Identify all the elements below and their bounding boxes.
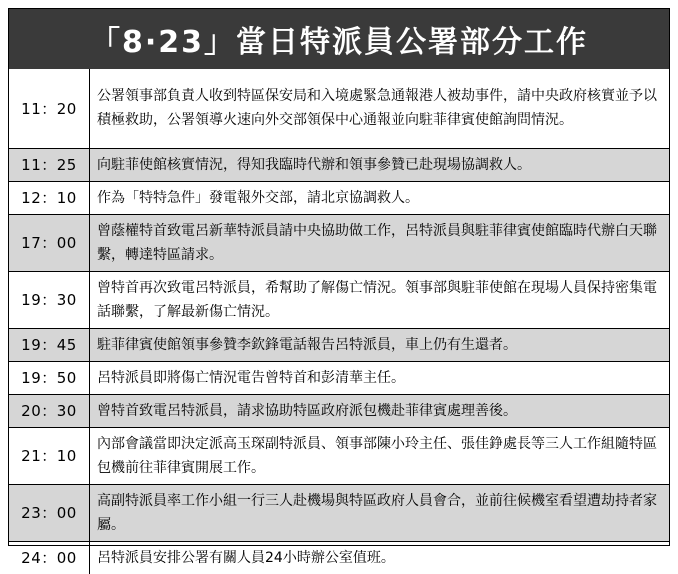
description-cell: 公署領事部負責人收到特區保安局和入境處緊急通報港人被劫事件，請中央政府核實並予以積極救助，公署領導火速向外交部領保中心通報並向駐菲律賓使館詢問情況。 xyxy=(97,88,657,129)
description-cell: 向駐菲使館核實情況，得知我臨時代辦和領事參贊已赴現場協調救人。 xyxy=(90,148,670,181)
time-cell: 11：25 xyxy=(9,148,90,181)
time-cell: 24：00 xyxy=(9,541,90,574)
time-cell: 21：10 xyxy=(9,427,90,484)
time-cell: 19：45 xyxy=(9,328,90,361)
table-row xyxy=(9,148,669,181)
description-cell: 曾蔭權特首致電呂新華特派員請中央協助做工作，呂特派員與駐菲律賓使館臨時代辦白天聯繫，轉達特區請求。 xyxy=(90,214,670,271)
table-row xyxy=(9,541,669,574)
time-cell: 20：30 xyxy=(9,394,90,427)
time-cell: 12：10 xyxy=(9,181,90,214)
timeline-table-frame xyxy=(8,8,670,567)
timeline-table xyxy=(9,69,669,574)
description-cell: 呂特派員安排公署有關人員24小時辦公室值班。 xyxy=(90,541,670,574)
time-cell: 19：50 xyxy=(9,361,90,394)
table-row xyxy=(9,214,669,271)
table-row xyxy=(9,328,669,361)
table-row xyxy=(9,361,669,394)
table-row xyxy=(9,69,669,148)
description-cell: 內部會議當即決定派高玉琛副特派員、領事部陳小玲主任、張佳錚處長等三人工作組隨特區包機前往菲律賓開展工作。 xyxy=(90,427,670,484)
description-cell: 作為「特特急件」發電報外交部，請北京協調救人。 xyxy=(90,181,670,214)
description-cell: 駐菲律賓使館領事參贊李欽鋒電話報告呂特派員，車上仍有生還者。 xyxy=(90,328,670,361)
time-cell: 23：00 xyxy=(9,484,90,541)
table-row xyxy=(9,427,669,484)
table-title: 「8·23」當日特派員公署部分工作 xyxy=(9,9,669,69)
description-cell: 曾特首致電呂特派員，請求協助特區政府派包機赴菲律賓處理善後。 xyxy=(90,394,670,427)
description-cell: 高副特派員率工作小組一行三人赴機場與特區政府人員會合，並前往候機室看望遭劫持者家屬。 xyxy=(90,484,670,541)
description-cell: 曾特首再次致電呂特派員，希幫助了解傷亡情況。領事部與駐菲使館在現場人員保持密集電話聯繫，了解最新傷亡情況。 xyxy=(90,271,670,328)
table-row xyxy=(9,271,669,328)
time-cell: 17：00 xyxy=(9,214,90,271)
description-cell: 呂特派員即將傷亡情況電告曾特首和彭清華主任。 xyxy=(90,361,670,394)
time-cell: 11：20 xyxy=(9,69,90,148)
table-row xyxy=(9,181,669,214)
table-row xyxy=(9,394,669,427)
table-row xyxy=(9,484,669,541)
time-cell: 19：30 xyxy=(9,271,90,328)
